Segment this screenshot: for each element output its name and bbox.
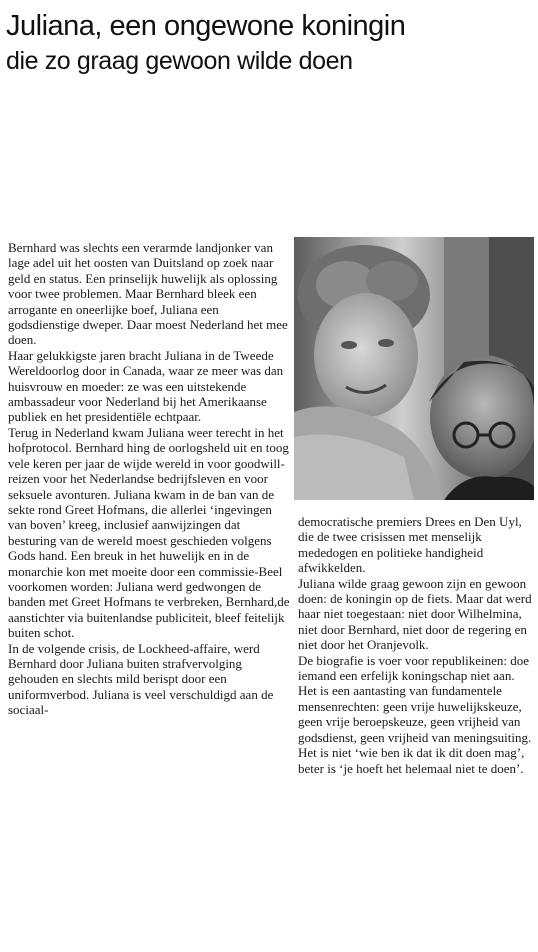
article-headline xyxy=(6,10,536,76)
article-column-right xyxy=(298,514,534,776)
paragraph: Bernhard was slechts een verarmde landjonker van lage adel uit het oosten van Duitsland op zoek naar geld en status. Een prinselijk huwelijk als oplossing voor twee problemen. Maar Bernhard bleek een arrogante en oneerlijke boef, Juliana een godsdienstige dweper. Daar moest Nederland het mee doen. xyxy=(8,240,288,348)
paragraph: Terug in Nederland kwam Juliana weer terecht in het hofprotocol. Bernhard hing de oorlogsheld uit en toog vele keren per jaar de wijde wereld in voor goodwill-reizen voor het Nederlandse bedrijfsleven en voor seksuele avonturen. Juliana kwam in de ban van de sekte rond Greet Hofmans, die allerlei ‘ingevingen van boven’ kreeg, inclusief aanwijzingen dat besturing van de wereld moest geschieden volgens Gods hand. Een breuk in het huwelijk en in de monarchie kon met moeite door een commissie-Beel voorkomen worden: Juliana werd gedwongen de banden met Greet Hofmans te verbreken, Bernhard,de aanstichter via buitenlandse publiciteit, bleef feitelijk buiten schot. xyxy=(8,424,290,641)
paragraph: Haar gelukkigste jaren bracht Juliana in de Tweede Wereldoorlog door in Canada, waar ze meer was dan huisvrouw en moeder: ze was een uitstekende ambassadeur voor Nederland bij het Amerikaanse publiek en het presidentiële echtpaar. xyxy=(8,347,284,425)
paragraph: In de volgende crisis, de Lockheed-affaire, werd Bernhard door Juliana buiten strafvervolging gehouden en slechts mild berispt door een uniformverbod. Juliana is veel verschuldigd aan de sociaal- xyxy=(8,640,274,718)
headline-line-2: die zo graag gewoon wilde doen xyxy=(6,47,353,75)
paragraph: De biografie is voer voor republikeinen: doe iemand een erfelijk koningschap niet aan. Het is een aantasting van fundamentele mensenrechten: geen vrije huwelijkskeuze, geen vrije beroepskeuze, geen vrijheid van godsdienst, geen vrijheid van meningsuiting. Het is niet ‘wie ben ik dat ik dit doen mag’, beter is ‘je hoeft het helemaal niet te doen’. xyxy=(298,652,532,776)
paragraph: democratische premiers Drees en Den Uyl, die de twee crisissen met menselijk mededogen en politieke handigheid afwikkelden. xyxy=(298,514,522,576)
headline-line-1: Juliana, een ongewone koningin xyxy=(6,10,406,42)
paragraph: Juliana wilde graag gewoon zijn en gewoon doen: de koningin op de fiets. Maar dat werd haar niet toegestaan: niet door Wilhelmina, niet door Bernhard, niet door de regering en niet door het Oranjevolk. xyxy=(298,575,532,653)
portrait-photo xyxy=(294,237,534,500)
article-column-left xyxy=(8,240,290,718)
portrait-photo-icon xyxy=(294,237,534,500)
